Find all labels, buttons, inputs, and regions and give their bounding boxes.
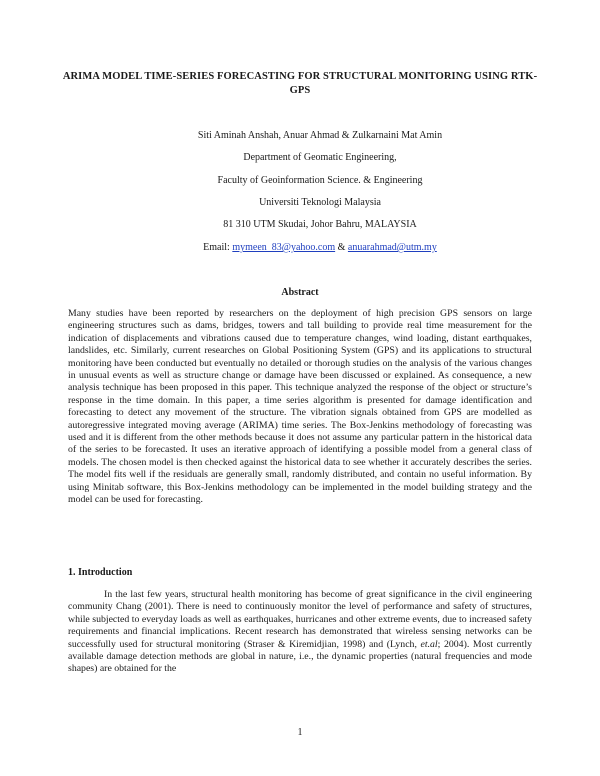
affiliation-department: Department of Geomatic Engineering, [243, 152, 397, 163]
introduction-body [68, 589, 532, 676]
author-list: Siti Aminah Anshah, Anuar Ahmad & Zulkarnaini Mat Amin [197, 130, 443, 141]
introduction-etal: et.al [420, 638, 438, 650]
paper-title: ARIMA MODEL TIME-SERIES FORECASTING FOR STRUCTURAL MONITORING USING RTK-GPS [62, 71, 538, 96]
section-heading-introduction: 1. Introduction [68, 567, 133, 578]
page-number: 1 [297, 727, 303, 738]
email-link-1[interactable]: mymeen_83@yahoo.com [232, 242, 336, 253]
email-line [40, 241, 600, 254]
abstract-body [68, 308, 532, 507]
email-label: Email: [203, 242, 230, 253]
affiliation-university: Universiti Teknologi Malaysia [259, 197, 381, 208]
introduction-text-part2: ; 2004). Most currently available damage detection methods are global in nature, i.e., the dynamic properties (natural frequencies and mode shapes) are obtained for the [68, 638, 532, 675]
affiliation-address: 81 310 UTM Skudai, Johor Bahru, MALAYSIA [223, 219, 417, 230]
introduction-text-part1: In the last few years, structural health monitoring has become of great significance in the civil engineering community Chang (2001). There is need to continuously monitor the level of performance and safety of structures, while subjected to everyday loads as well as earthquakes, hurricanes and other extreme events, due to increased safety requirements and financial implications. Recent research has demonstrated that wireless sensing networks can be successfully used for structural monitoring (Straser & Kiremidjian, 1998) and (Lynch, [68, 589, 532, 650]
abstract-heading: Abstract [281, 287, 319, 298]
email-link-2[interactable]: anuarahmad@utm.my [347, 242, 437, 253]
introduction-paragraph [68, 589, 532, 676]
affiliation-faculty: Faculty of Geoinformation Science. & Engineering [217, 175, 423, 186]
abstract-paragraph: Many studies have been reported by researchers on the deployment of high precision GPS sensors on large engineering structures such as dams, bridges, towers and tall building to provide real time measurement for the indication of displacements and vibrations caused due to temperature changes, wind loading, distant earthquakes, landslides, etc. Similarly, current researches on Global Positioning System (GPS) and its applications to structural monitoring have been conducted but eventually no detailed or thorough studies on the analysis of the various changes in unusual events as well as structure change or damage have been discussed or explained. As consequence, a new analysis technique has been proposed in this paper. This technique analyzed the response of the object or structure’s response in the time domain. In this paper, a time series algorithm is presented for damage identification and forecasting to detect any movement of the structure. The vibration signals obtained from GPS are modelled as autoregressive integrated moving average (ARIMA) time series. The Box-Jenkins methodology of forecasting was used and it is different from the other methods because it does not assume any particular pattern in the historical data of the series to be forecasted. It uses an iterative approach of identifying a possible model from a general class of models. The chosen model is then checked against the historical data to see whether it accurately describes the series. The model fits well if the residuals are generally small, randomly distributed, and contain no useful information. By using Minitab software, this Box-Jenkins methodology can be implemented in the model building strategy and the model can be used for forecasting. [68, 308, 532, 506]
email-separator: & [337, 242, 346, 253]
